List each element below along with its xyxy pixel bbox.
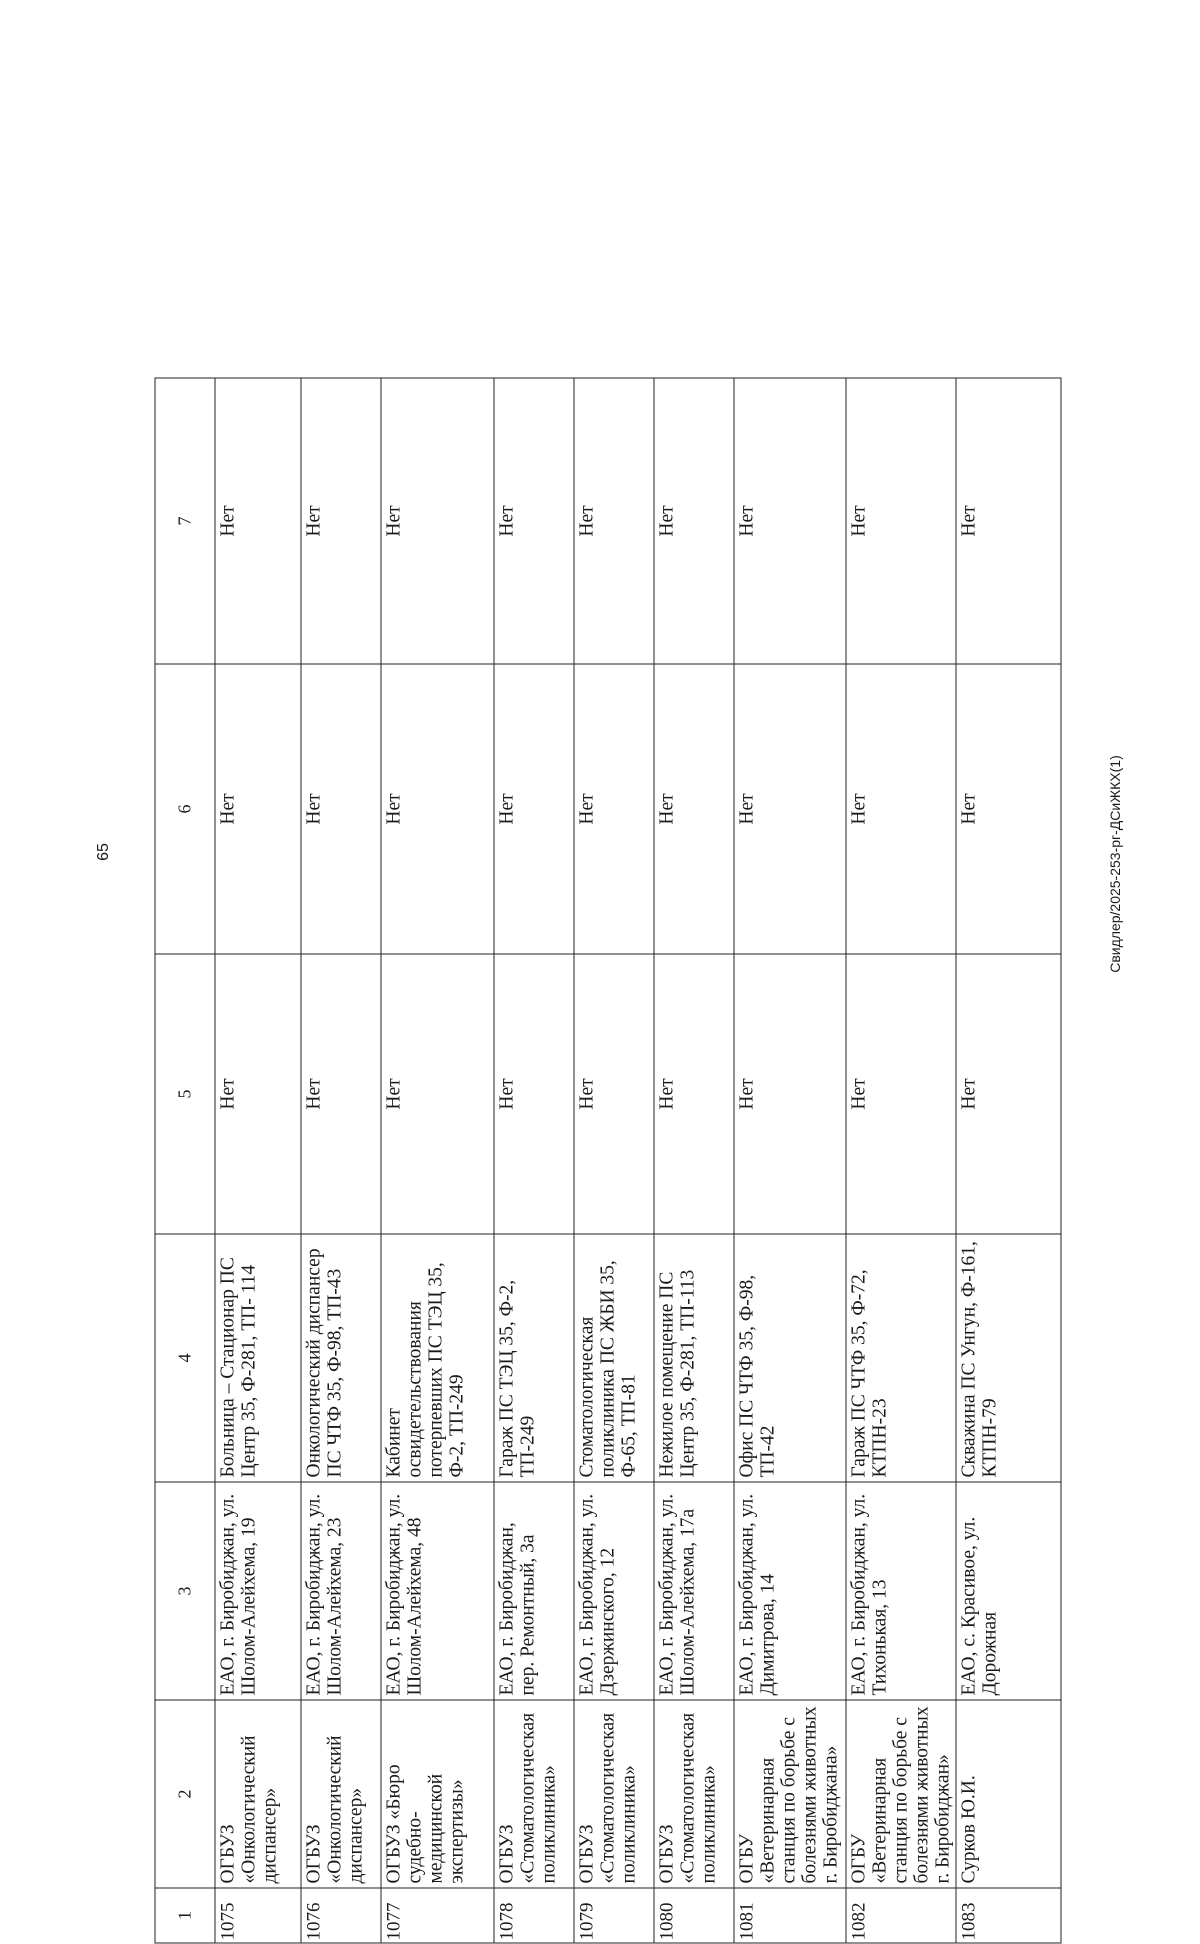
document-footer: Свидлер/2025-253-рг-ДСиЖКХ(1) bbox=[1107, 755, 1123, 973]
cell-col6: Нет bbox=[381, 664, 494, 954]
column-header: 2 bbox=[155, 1700, 215, 1888]
cell-address: ЕАО, г. Биробиджан, ул. Димитрова, 14 bbox=[734, 1482, 846, 1700]
cell-number: 1075 bbox=[215, 1888, 301, 1943]
cell-col7: Нет bbox=[494, 378, 574, 664]
cell-col6: Нет bbox=[734, 664, 846, 954]
cell-object: Гараж ПС ТЭЦ 35, Ф-2, ТП-249 bbox=[494, 1234, 574, 1482]
cell-col6: Нет bbox=[215, 664, 301, 954]
cell-object: Нежилое помещение ПС Центр 35, Ф-281, ТП-113 bbox=[654, 1234, 734, 1482]
cell-col7: Нет bbox=[846, 378, 956, 664]
cell-col5: Нет bbox=[381, 954, 494, 1234]
cell-object: Гараж ПС ЧТФ 35, Ф-72, КТПН-23 bbox=[846, 1234, 956, 1482]
cell-col6: Нет bbox=[846, 664, 956, 954]
column-header: 3 bbox=[155, 1482, 215, 1700]
cell-number: 1083 bbox=[956, 1888, 1061, 1943]
table-row bbox=[846, 378, 956, 1943]
table-header-row bbox=[155, 378, 215, 1943]
cell-organization: ОГБУЗ «Стоматологическая поликлиника» bbox=[574, 1700, 654, 1888]
table-row bbox=[381, 378, 494, 1943]
cell-address: ЕАО, г. Биробиджан, ул. Шолом-Алейхема, 48 bbox=[381, 1482, 494, 1700]
cell-col7: Нет bbox=[301, 378, 381, 664]
cell-number: 1076 bbox=[301, 1888, 381, 1943]
cell-organization: ОГБУЗ «Онкологический диспансер» bbox=[301, 1700, 381, 1888]
cell-number: 1081 bbox=[734, 1888, 846, 1943]
table-row bbox=[654, 378, 734, 1943]
cell-address: ЕАО, г. Биробиджан, ул. Тихонькая, 13 bbox=[846, 1482, 956, 1700]
cell-object: Скважина ПС Унгун, Ф-161, КТПН-79 bbox=[956, 1234, 1061, 1482]
cell-address: ЕАО, г. Биробиджан, ул. Дзержинского, 12 bbox=[574, 1482, 654, 1700]
cell-organization: ОГБУ «Ветеринарная станция по борьбе с болезнями животных г. Биробиджан» bbox=[846, 1700, 956, 1888]
cell-col6: Нет bbox=[956, 664, 1061, 954]
table-row bbox=[301, 378, 381, 1943]
cell-object: Офис ПС ЧТФ 35, Ф-98, ТП-42 bbox=[734, 1234, 846, 1482]
cell-number: 1079 bbox=[574, 1888, 654, 1943]
cell-number: 1080 bbox=[654, 1888, 734, 1943]
column-header: 5 bbox=[155, 954, 215, 1234]
cell-col7: Нет bbox=[956, 378, 1061, 664]
cell-number: 1082 bbox=[846, 1888, 956, 1943]
cell-object: Кабинет освидетельствования потерпевших ПС ТЭЦ 35, Ф-2, ТП-249 bbox=[381, 1234, 494, 1482]
cell-col6: Нет bbox=[494, 664, 574, 954]
cell-object: Стоматологическая поликлиника ПС ЖБИ 35, Ф-65, ТП-81 bbox=[574, 1234, 654, 1482]
cell-col5: Нет bbox=[956, 954, 1061, 1234]
column-header: 7 bbox=[155, 378, 215, 664]
cell-col6: Нет bbox=[654, 664, 734, 954]
cell-col5: Нет bbox=[301, 954, 381, 1234]
cell-number: 1077 bbox=[381, 1888, 494, 1943]
cell-address: ЕАО, г. Биробиджан, пер. Ремонтный, 3а bbox=[494, 1482, 574, 1700]
cell-col5: Нет bbox=[494, 954, 574, 1234]
cell-address: ЕАО, с. Красивое, ул. Дорожная bbox=[956, 1482, 1061, 1700]
cell-address: ЕАО, г. Биробиджан, ул. Шолом-Алейхема, 23 bbox=[301, 1482, 381, 1700]
cell-number: 1078 bbox=[494, 1888, 574, 1943]
cell-col5: Нет bbox=[654, 954, 734, 1234]
cell-col7: Нет bbox=[381, 378, 494, 664]
column-header: 1 bbox=[155, 1888, 215, 1943]
cell-organization: ОГБУЗ «Стоматологическая поликлиника» bbox=[494, 1700, 574, 1888]
cell-col5: Нет bbox=[574, 954, 654, 1234]
cell-object: Онкологический диспансер ПС ЧТФ 35, Ф-98, ТП-43 bbox=[301, 1234, 381, 1482]
cell-organization: Сурков Ю.И. bbox=[956, 1700, 1061, 1888]
column-header: 6 bbox=[155, 664, 215, 954]
table-row bbox=[574, 378, 654, 1943]
cell-col5: Нет bbox=[215, 954, 301, 1234]
table-row bbox=[494, 378, 574, 1943]
cell-address: ЕАО, г. Биробиджан, ул. Шолом-Алейхема, 17а bbox=[654, 1482, 734, 1700]
cell-col7: Нет bbox=[734, 378, 846, 664]
cell-object: Больница – Стационар ПС Центр 35, Ф-281, ТП- 114 bbox=[215, 1234, 301, 1482]
cell-col5: Нет bbox=[846, 954, 956, 1234]
cell-organization: ОГБУЗ «Бюро судебно-медицинской экспертизы» bbox=[381, 1700, 494, 1888]
cell-organization: ОГБУ «Ветеринарная станция по борьбе с болезнями животных г. Биробиджана» bbox=[734, 1700, 846, 1888]
cell-col6: Нет bbox=[301, 664, 381, 954]
table-row bbox=[215, 378, 301, 1943]
page-number: 65 bbox=[95, 843, 112, 861]
cell-col7: Нет bbox=[574, 378, 654, 664]
cell-address: ЕАО, г. Биробиджан, ул. Шолом-Алейхема, 19 bbox=[215, 1482, 301, 1700]
cell-col7: Нет bbox=[654, 378, 734, 664]
table-container bbox=[155, 379, 999, 1944]
cell-col6: Нет bbox=[574, 664, 654, 954]
table-row bbox=[734, 378, 846, 1943]
data-table bbox=[155, 378, 1062, 1944]
cell-organization: ОГБУЗ «Онкологический диспансер» bbox=[215, 1700, 301, 1888]
cell-organization: ОГБУЗ «Стоматологическая поликлиника» bbox=[654, 1700, 734, 1888]
column-header: 4 bbox=[155, 1234, 215, 1482]
cell-col7: Нет bbox=[215, 378, 301, 664]
cell-col5: Нет bbox=[734, 954, 846, 1234]
table-row bbox=[956, 378, 1061, 1943]
